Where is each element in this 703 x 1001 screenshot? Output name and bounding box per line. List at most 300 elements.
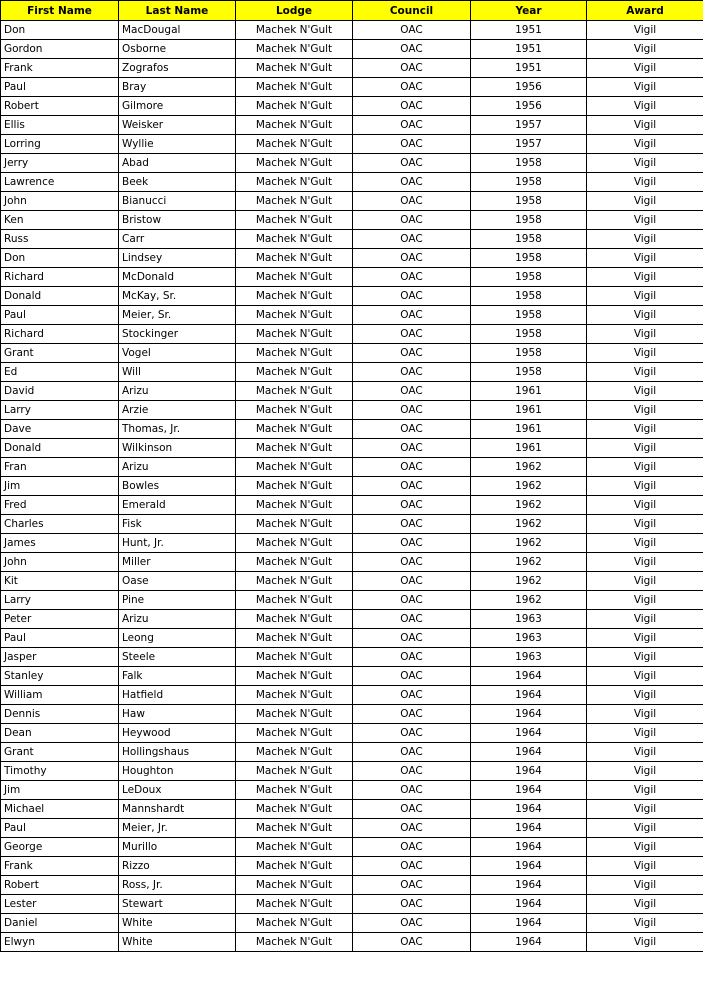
council-cell[interactable]: OAC (353, 116, 471, 135)
lodge-cell[interactable]: Machek N'Gult (236, 21, 353, 40)
lodge-cell[interactable]: Machek N'Gult (236, 59, 353, 78)
year-cell[interactable]: 1964 (471, 800, 587, 819)
last-name-cell[interactable]: Abad (119, 154, 236, 173)
last-name-cell[interactable]: Thomas, Jr. (119, 420, 236, 439)
first-name-cell[interactable]: Elwyn (1, 933, 119, 952)
council-cell[interactable]: OAC (353, 21, 471, 40)
award-cell[interactable]: Vigil (587, 515, 703, 534)
council-cell[interactable]: OAC (353, 762, 471, 781)
council-cell[interactable]: OAC (353, 895, 471, 914)
award-cell[interactable]: Vigil (587, 591, 703, 610)
table-row (1, 591, 703, 610)
council-cell[interactable]: OAC (353, 515, 471, 534)
award-cell[interactable]: Vigil (587, 496, 703, 515)
council-cell[interactable]: OAC (353, 325, 471, 344)
last-name-cell[interactable]: Arizu (119, 610, 236, 629)
first-name-cell[interactable]: Charles (1, 515, 119, 534)
award-cell[interactable]: Vigil (587, 724, 703, 743)
last-name-cell[interactable]: Hollingshaus (119, 743, 236, 762)
award-cell[interactable]: Vigil (587, 572, 703, 591)
year-cell[interactable]: 1964 (471, 914, 587, 933)
council-cell[interactable]: OAC (353, 534, 471, 553)
lodge-cell[interactable]: Machek N'Gult (236, 743, 353, 762)
first-name-cell[interactable]: Peter (1, 610, 119, 629)
last-name-cell[interactable]: Lindsey (119, 249, 236, 268)
first-name-cell[interactable]: Michael (1, 800, 119, 819)
lodge-cell[interactable]: Machek N'Gult (236, 78, 353, 97)
award-cell[interactable]: Vigil (587, 914, 703, 933)
lodge-cell[interactable]: Machek N'Gult (236, 116, 353, 135)
lodge-cell[interactable]: Machek N'Gult (236, 914, 353, 933)
lodge-cell[interactable]: Machek N'Gult (236, 534, 353, 553)
lodge-cell[interactable]: Machek N'Gult (236, 268, 353, 287)
year-cell[interactable]: 1957 (471, 116, 587, 135)
award-cell[interactable]: Vigil (587, 686, 703, 705)
lodge-cell[interactable]: Machek N'Gult (236, 287, 353, 306)
year-cell[interactable]: 1964 (471, 743, 587, 762)
council-cell[interactable]: OAC (353, 420, 471, 439)
lodge-cell[interactable]: Machek N'Gult (236, 610, 353, 629)
year-cell[interactable]: 1964 (471, 876, 587, 895)
council-cell[interactable]: OAC (353, 857, 471, 876)
last-name-cell[interactable]: Heywood (119, 724, 236, 743)
council-cell[interactable]: OAC (353, 781, 471, 800)
council-cell[interactable]: OAC (353, 876, 471, 895)
council-cell[interactable]: OAC (353, 553, 471, 572)
last-name-cell[interactable]: Wyllie (119, 135, 236, 154)
council-cell[interactable]: OAC (353, 743, 471, 762)
year-cell[interactable]: 1964 (471, 895, 587, 914)
year-cell[interactable]: 1951 (471, 59, 587, 78)
council-cell[interactable]: OAC (353, 629, 471, 648)
year-cell[interactable]: 1961 (471, 420, 587, 439)
last-name-cell[interactable]: Emerald (119, 496, 236, 515)
first-name-cell[interactable]: John (1, 553, 119, 572)
lodge-cell[interactable]: Machek N'Gult (236, 781, 353, 800)
last-name-cell[interactable]: Weisker (119, 116, 236, 135)
year-cell[interactable]: 1964 (471, 762, 587, 781)
year-cell[interactable]: 1951 (471, 21, 587, 40)
year-cell[interactable]: 1958 (471, 211, 587, 230)
council-cell[interactable]: OAC (353, 211, 471, 230)
council-cell[interactable]: OAC (353, 610, 471, 629)
award-cell[interactable]: Vigil (587, 477, 703, 496)
award-cell[interactable]: Vigil (587, 534, 703, 553)
first-name-cell[interactable]: Richard (1, 268, 119, 287)
last-name-cell[interactable]: Murillo (119, 838, 236, 857)
first-name-cell[interactable]: James (1, 534, 119, 553)
first-name-cell[interactable]: Daniel (1, 914, 119, 933)
first-name-cell[interactable]: Robert (1, 876, 119, 895)
council-cell[interactable]: OAC (353, 477, 471, 496)
year-cell[interactable]: 1963 (471, 629, 587, 648)
award-cell[interactable]: Vigil (587, 268, 703, 287)
award-cell[interactable]: Vigil (587, 857, 703, 876)
award-cell[interactable]: Vigil (587, 895, 703, 914)
council-cell[interactable]: OAC (353, 268, 471, 287)
award-cell[interactable]: Vigil (587, 800, 703, 819)
first-name-cell[interactable]: Frank (1, 59, 119, 78)
first-name-cell[interactable]: Jasper (1, 648, 119, 667)
first-name-cell[interactable]: Frank (1, 857, 119, 876)
award-cell[interactable]: Vigil (587, 363, 703, 382)
award-cell[interactable]: Vigil (587, 154, 703, 173)
last-name-cell[interactable]: Stockinger (119, 325, 236, 344)
last-name-cell[interactable]: Miller (119, 553, 236, 572)
first-name-cell[interactable]: David (1, 382, 119, 401)
lodge-cell[interactable]: Machek N'Gult (236, 705, 353, 724)
first-name-cell[interactable]: Gordon (1, 40, 119, 59)
year-cell[interactable]: 1958 (471, 363, 587, 382)
first-name-cell[interactable]: Jerry (1, 154, 119, 173)
lodge-cell[interactable]: Machek N'Gult (236, 667, 353, 686)
lodge-cell[interactable]: Machek N'Gult (236, 648, 353, 667)
council-cell[interactable]: OAC (353, 591, 471, 610)
council-cell[interactable]: OAC (353, 838, 471, 857)
last-name-cell[interactable]: Rizzo (119, 857, 236, 876)
year-cell[interactable]: 1962 (471, 496, 587, 515)
first-name-cell[interactable]: Paul (1, 629, 119, 648)
year-cell[interactable]: 1958 (471, 192, 587, 211)
council-cell[interactable]: OAC (353, 439, 471, 458)
award-cell[interactable]: Vigil (587, 173, 703, 192)
table-row (1, 553, 703, 572)
lodge-cell[interactable]: Machek N'Gult (236, 230, 353, 249)
last-name-cell[interactable]: McKay, Sr. (119, 287, 236, 306)
award-cell[interactable]: Vigil (587, 876, 703, 895)
lodge-cell[interactable]: Machek N'Gult (236, 40, 353, 59)
award-cell[interactable]: Vigil (587, 344, 703, 363)
lodge-cell[interactable]: Machek N'Gult (236, 819, 353, 838)
award-cell[interactable]: Vigil (587, 401, 703, 420)
award-cell[interactable]: Vigil (587, 667, 703, 686)
last-name-cell[interactable]: Bray (119, 78, 236, 97)
lodge-cell[interactable]: Machek N'Gult (236, 382, 353, 401)
lodge-cell[interactable]: Machek N'Gult (236, 762, 353, 781)
first-name-cell[interactable]: Larry (1, 591, 119, 610)
last-name-cell[interactable]: Leong (119, 629, 236, 648)
council-cell[interactable]: OAC (353, 667, 471, 686)
year-cell[interactable]: 1951 (471, 40, 587, 59)
year-cell[interactable]: 1964 (471, 838, 587, 857)
year-cell[interactable]: 1958 (471, 325, 587, 344)
lodge-cell[interactable]: Machek N'Gult (236, 211, 353, 230)
award-cell[interactable]: Vigil (587, 781, 703, 800)
year-cell[interactable]: 1963 (471, 610, 587, 629)
award-cell[interactable]: Vigil (587, 648, 703, 667)
council-cell[interactable]: OAC (353, 363, 471, 382)
table-row (1, 705, 703, 724)
lodge-cell[interactable]: Machek N'Gult (236, 515, 353, 534)
lodge-cell[interactable]: Machek N'Gult (236, 344, 353, 363)
award-cell[interactable]: Vigil (587, 249, 703, 268)
council-cell[interactable]: OAC (353, 192, 471, 211)
year-cell[interactable]: 1962 (471, 477, 587, 496)
first-name-cell[interactable]: Fran (1, 458, 119, 477)
last-name-cell[interactable]: Meier, Sr. (119, 306, 236, 325)
lodge-cell[interactable]: Machek N'Gult (236, 401, 353, 420)
first-name-cell[interactable]: Lorring (1, 135, 119, 154)
council-cell[interactable]: OAC (353, 344, 471, 363)
award-cell[interactable]: Vigil (587, 458, 703, 477)
last-name-cell[interactable]: Pine (119, 591, 236, 610)
year-cell[interactable]: 1964 (471, 667, 587, 686)
first-name-cell[interactable]: Larry (1, 401, 119, 420)
lodge-cell[interactable]: Machek N'Gult (236, 97, 353, 116)
year-cell[interactable]: 1961 (471, 401, 587, 420)
first-name-cell[interactable]: Don (1, 249, 119, 268)
award-cell[interactable]: Vigil (587, 21, 703, 40)
last-name-cell[interactable]: Steele (119, 648, 236, 667)
first-name-cell[interactable]: Russ (1, 230, 119, 249)
first-name-cell[interactable]: Donald (1, 287, 119, 306)
last-name-cell[interactable]: Mannshardt (119, 800, 236, 819)
year-cell[interactable]: 1956 (471, 97, 587, 116)
last-name-cell[interactable]: Arizu (119, 458, 236, 477)
table-row (1, 648, 703, 667)
last-name-cell[interactable]: Zografos (119, 59, 236, 78)
award-cell[interactable]: Vigil (587, 287, 703, 306)
year-cell[interactable]: 1958 (471, 306, 587, 325)
award-cell[interactable]: Vigil (587, 819, 703, 838)
year-cell[interactable]: 1964 (471, 819, 587, 838)
table-row (1, 458, 703, 477)
council-cell[interactable]: OAC (353, 496, 471, 515)
first-name-cell[interactable]: Paul (1, 306, 119, 325)
first-name-cell[interactable]: Lawrence (1, 173, 119, 192)
award-cell[interactable]: Vigil (587, 705, 703, 724)
lodge-cell[interactable]: Machek N'Gult (236, 306, 353, 325)
lodge-cell[interactable]: Machek N'Gult (236, 933, 353, 952)
council-cell[interactable]: OAC (353, 686, 471, 705)
first-name-cell[interactable]: Jim (1, 781, 119, 800)
award-cell[interactable]: Vigil (587, 211, 703, 230)
last-name-cell[interactable]: Hunt, Jr. (119, 534, 236, 553)
lodge-cell[interactable]: Machek N'Gult (236, 192, 353, 211)
last-name-cell[interactable]: Bowles (119, 477, 236, 496)
first-name-cell[interactable]: Robert (1, 97, 119, 116)
year-cell[interactable]: 1962 (471, 572, 587, 591)
council-cell[interactable]: OAC (353, 97, 471, 116)
table-row (1, 363, 703, 382)
last-name-cell[interactable]: Beek (119, 173, 236, 192)
first-name-cell[interactable]: Donald (1, 439, 119, 458)
lodge-cell[interactable]: Machek N'Gult (236, 857, 353, 876)
last-name-cell[interactable]: Falk (119, 667, 236, 686)
award-cell[interactable]: Vigil (587, 553, 703, 572)
council-cell[interactable]: OAC (353, 59, 471, 78)
council-cell[interactable]: OAC (353, 401, 471, 420)
lodge-cell[interactable]: Machek N'Gult (236, 477, 353, 496)
last-name-cell[interactable]: Osborne (119, 40, 236, 59)
award-cell[interactable]: Vigil (587, 762, 703, 781)
award-cell[interactable]: Vigil (587, 838, 703, 857)
first-name-cell[interactable]: Timothy (1, 762, 119, 781)
year-cell[interactable]: 1958 (471, 154, 587, 173)
council-cell[interactable]: OAC (353, 382, 471, 401)
council-cell[interactable]: OAC (353, 40, 471, 59)
lodge-cell[interactable]: Machek N'Gult (236, 439, 353, 458)
last-name-cell[interactable]: LeDoux (119, 781, 236, 800)
last-name-cell[interactable]: Arizu (119, 382, 236, 401)
lodge-cell[interactable]: Machek N'Gult (236, 553, 353, 572)
last-name-cell[interactable]: White (119, 914, 236, 933)
council-cell[interactable]: OAC (353, 648, 471, 667)
last-name-cell[interactable]: Arzie (119, 401, 236, 420)
council-cell[interactable]: OAC (353, 914, 471, 933)
award-cell[interactable]: Vigil (587, 629, 703, 648)
council-cell[interactable]: OAC (353, 135, 471, 154)
last-name-cell[interactable]: Vogel (119, 344, 236, 363)
award-cell[interactable]: Vigil (587, 97, 703, 116)
award-cell[interactable]: Vigil (587, 192, 703, 211)
award-cell[interactable]: Vigil (587, 135, 703, 154)
year-cell[interactable]: 1962 (471, 553, 587, 572)
last-name-cell[interactable]: Wilkinson (119, 439, 236, 458)
council-cell[interactable]: OAC (353, 230, 471, 249)
year-cell[interactable]: 1964 (471, 933, 587, 952)
year-cell[interactable]: 1964 (471, 705, 587, 724)
year-cell[interactable]: 1961 (471, 382, 587, 401)
first-name-cell[interactable]: Don (1, 21, 119, 40)
first-name-cell[interactable]: William (1, 686, 119, 705)
lodge-cell[interactable]: Machek N'Gult (236, 591, 353, 610)
first-name-cell[interactable]: Dean (1, 724, 119, 743)
lodge-cell[interactable]: Machek N'Gult (236, 895, 353, 914)
lodge-cell[interactable]: Machek N'Gult (236, 496, 353, 515)
first-name-cell[interactable]: Ellis (1, 116, 119, 135)
award-cell[interactable]: Vigil (587, 306, 703, 325)
year-cell[interactable]: 1963 (471, 648, 587, 667)
award-cell[interactable]: Vigil (587, 230, 703, 249)
last-name-cell[interactable]: Oase (119, 572, 236, 591)
year-cell[interactable]: 1958 (471, 287, 587, 306)
first-name-cell[interactable]: Paul (1, 78, 119, 97)
award-cell[interactable]: Vigil (587, 420, 703, 439)
lodge-cell[interactable]: Machek N'Gult (236, 363, 353, 382)
lodge-cell[interactable]: Machek N'Gult (236, 173, 353, 192)
last-name-cell[interactable]: Bianucci (119, 192, 236, 211)
year-cell[interactable]: 1958 (471, 268, 587, 287)
last-name-cell[interactable]: MacDougal (119, 21, 236, 40)
first-name-cell[interactable]: Lester (1, 895, 119, 914)
lodge-cell[interactable]: Machek N'Gult (236, 135, 353, 154)
year-cell[interactable]: 1962 (471, 515, 587, 534)
first-name-cell[interactable]: Jim (1, 477, 119, 496)
award-cell[interactable]: Vigil (587, 116, 703, 135)
lodge-cell[interactable]: Machek N'Gult (236, 629, 353, 648)
year-cell[interactable]: 1958 (471, 249, 587, 268)
lodge-cell[interactable]: Machek N'Gult (236, 154, 353, 173)
council-cell[interactable]: OAC (353, 572, 471, 591)
lodge-cell[interactable]: Machek N'Gult (236, 876, 353, 895)
award-cell[interactable]: Vigil (587, 59, 703, 78)
last-name-cell[interactable]: White (119, 933, 236, 952)
award-cell[interactable]: Vigil (587, 743, 703, 762)
lodge-cell[interactable]: Machek N'Gult (236, 686, 353, 705)
year-cell[interactable]: 1957 (471, 135, 587, 154)
first-name-cell[interactable]: Grant (1, 344, 119, 363)
council-cell[interactable]: OAC (353, 705, 471, 724)
lodge-cell[interactable]: Machek N'Gult (236, 458, 353, 477)
first-name-cell[interactable]: Kit (1, 572, 119, 591)
council-cell[interactable]: OAC (353, 249, 471, 268)
council-cell[interactable]: OAC (353, 78, 471, 97)
year-cell[interactable]: 1964 (471, 857, 587, 876)
first-name-cell[interactable]: Grant (1, 743, 119, 762)
year-cell[interactable]: 1962 (471, 534, 587, 553)
year-cell[interactable]: 1964 (471, 781, 587, 800)
council-cell[interactable]: OAC (353, 458, 471, 477)
award-cell[interactable]: Vigil (587, 439, 703, 458)
lodge-cell[interactable]: Machek N'Gult (236, 800, 353, 819)
last-name-cell[interactable]: Bristow (119, 211, 236, 230)
lodge-cell[interactable]: Machek N'Gult (236, 838, 353, 857)
first-name-cell[interactable]: Fred (1, 496, 119, 515)
year-cell[interactable]: 1958 (471, 230, 587, 249)
year-cell[interactable]: 1962 (471, 591, 587, 610)
year-cell[interactable]: 1964 (471, 686, 587, 705)
award-cell[interactable]: Vigil (587, 610, 703, 629)
last-name-cell[interactable]: McDonald (119, 268, 236, 287)
lodge-cell[interactable]: Machek N'Gult (236, 249, 353, 268)
council-cell[interactable]: OAC (353, 287, 471, 306)
first-name-cell[interactable]: Ed (1, 363, 119, 382)
lodge-cell[interactable]: Machek N'Gult (236, 572, 353, 591)
award-cell[interactable]: Vigil (587, 382, 703, 401)
council-cell[interactable]: OAC (353, 154, 471, 173)
year-cell[interactable]: 1958 (471, 173, 587, 192)
first-name-cell[interactable]: John (1, 192, 119, 211)
year-cell[interactable]: 1958 (471, 344, 587, 363)
award-cell[interactable]: Vigil (587, 325, 703, 344)
council-cell[interactable]: OAC (353, 933, 471, 952)
year-cell[interactable]: 1964 (471, 724, 587, 743)
first-name-cell[interactable]: Stanley (1, 667, 119, 686)
council-cell[interactable]: OAC (353, 306, 471, 325)
award-cell[interactable]: Vigil (587, 78, 703, 97)
last-name-cell[interactable]: Houghton (119, 762, 236, 781)
first-name-cell[interactable]: Dave (1, 420, 119, 439)
year-cell[interactable]: 1961 (471, 439, 587, 458)
lodge-cell[interactable]: Machek N'Gult (236, 420, 353, 439)
last-name-cell[interactable]: Will (119, 363, 236, 382)
last-name-cell[interactable]: Carr (119, 230, 236, 249)
council-cell[interactable]: OAC (353, 819, 471, 838)
year-cell[interactable]: 1962 (471, 458, 587, 477)
first-name-cell[interactable]: Dennis (1, 705, 119, 724)
first-name-cell[interactable]: George (1, 838, 119, 857)
lodge-cell[interactable]: Machek N'Gult (236, 325, 353, 344)
first-name-cell[interactable]: Richard (1, 325, 119, 344)
last-name-cell[interactable]: Gilmore (119, 97, 236, 116)
council-cell[interactable]: OAC (353, 724, 471, 743)
year-cell[interactable]: 1956 (471, 78, 587, 97)
last-name-cell[interactable]: Meier, Jr. (119, 819, 236, 838)
last-name-cell[interactable]: Stewart (119, 895, 236, 914)
first-name-cell[interactable]: Paul (1, 819, 119, 838)
lodge-cell[interactable]: Machek N'Gult (236, 724, 353, 743)
council-cell[interactable]: OAC (353, 173, 471, 192)
last-name-cell[interactable]: Hatfield (119, 686, 236, 705)
last-name-cell[interactable]: Fisk (119, 515, 236, 534)
council-cell[interactable]: OAC (353, 800, 471, 819)
award-cell[interactable]: Vigil (587, 40, 703, 59)
first-name-cell[interactable]: Ken (1, 211, 119, 230)
last-name-cell[interactable]: Haw (119, 705, 236, 724)
last-name-cell[interactable]: Ross, Jr. (119, 876, 236, 895)
award-cell[interactable]: Vigil (587, 933, 703, 952)
